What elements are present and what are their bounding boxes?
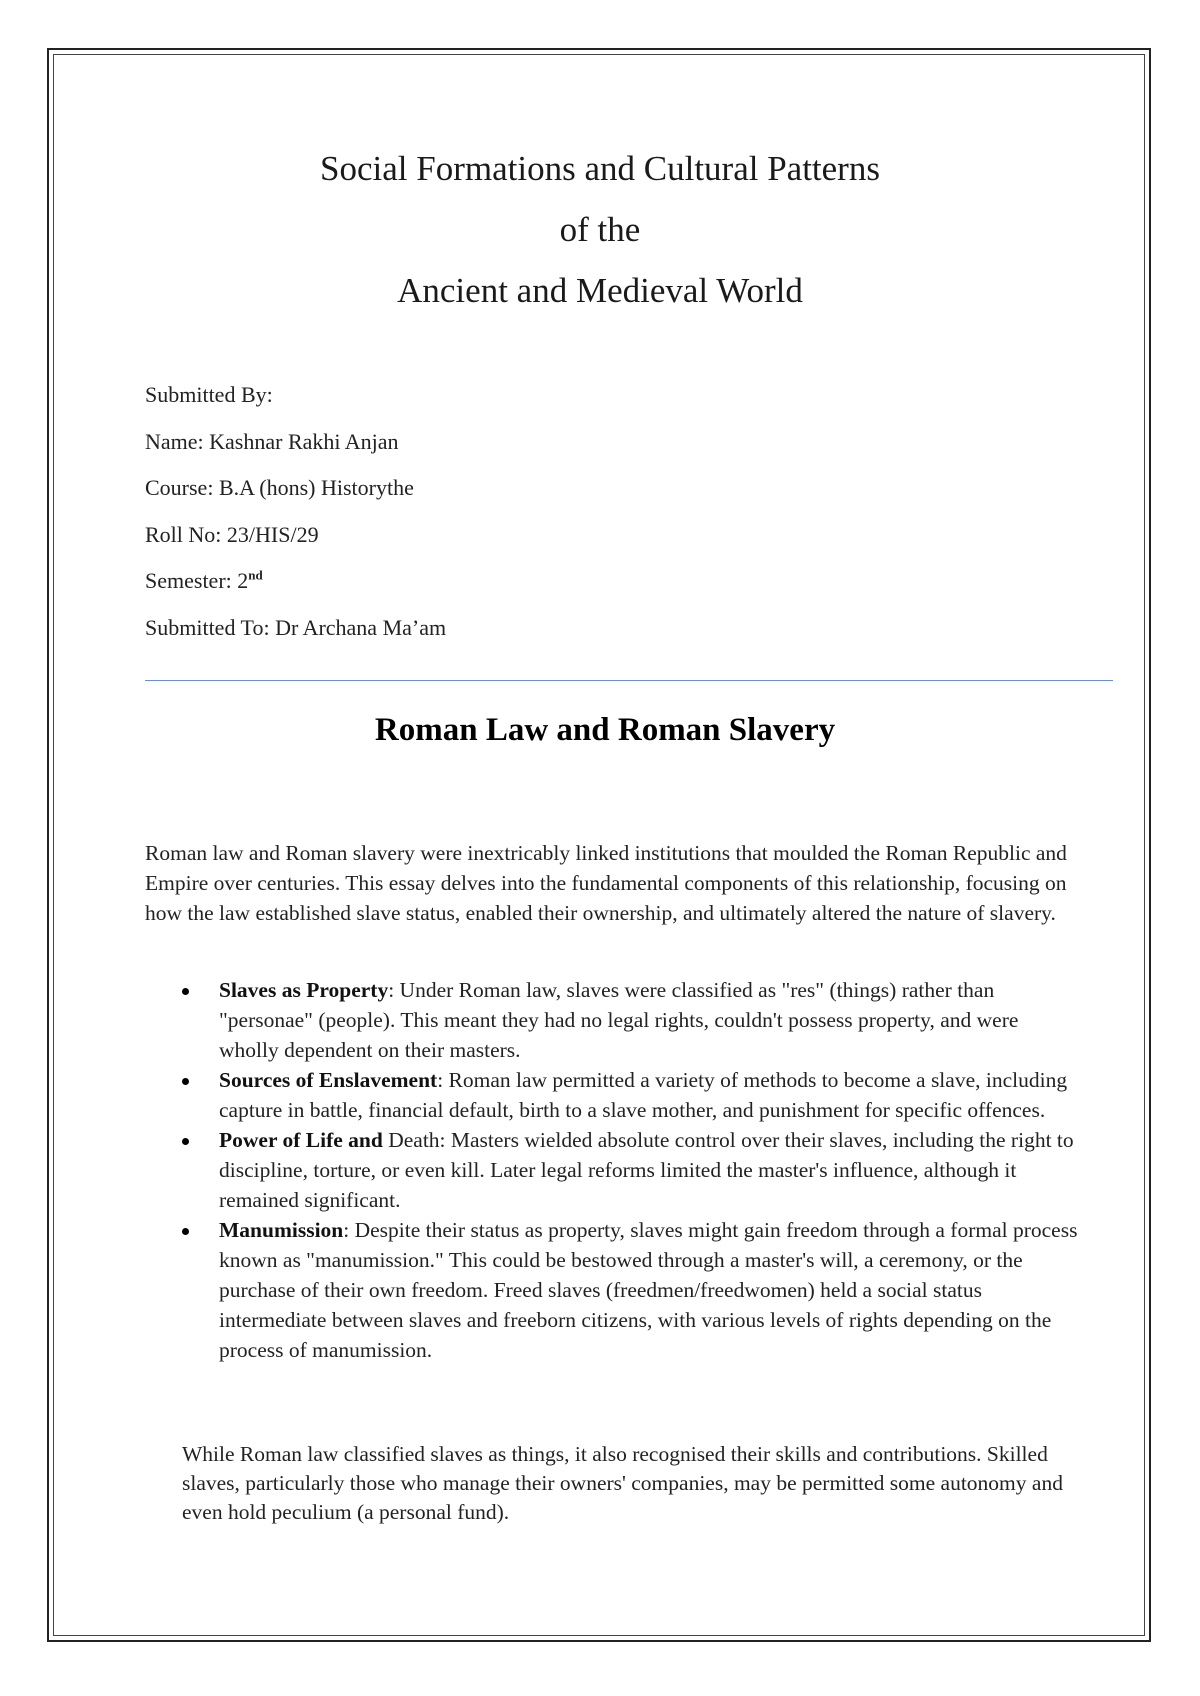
bullet-icon (182, 1078, 189, 1085)
bullet-text: Death: Masters wielded absolute control over their slaves, including the right to discipline, torture, or even kill. Later legal reforms limited the master's influence, although it remained significant. (219, 1128, 1074, 1212)
divider-line (145, 680, 1113, 681)
bullet-title: Sources of Enslavement (219, 1068, 438, 1092)
bullet-item-power-of-life-and-death (145, 1125, 1080, 1215)
semester (145, 558, 446, 605)
document-title (0, 138, 1200, 321)
bullet-list (145, 975, 1080, 1365)
semester-label: Semester: 2 (145, 568, 249, 593)
essay-heading: Roman Law and Roman Slavery (374, 712, 836, 748)
intro-paragraph: Roman law and Roman slavery were inextricably linked institutions that moulded the Roman Republic and Empire over centuries. This essay delves into the fundamental components of this relationship, focusing on how the law established slave status, enabled their ownership, and ultimately altered the nature of slavery. (145, 841, 1067, 925)
bullet-item-sources-of-enslavement (145, 1065, 1080, 1125)
title-line-3: Ancient and Medieval World (397, 271, 803, 310)
bullet-text: : Under Roman law, slaves were classified as "res" (things) rather than "personae" (people). This meant they had no legal rights, couldn't possess property, and were wholly dependent on their masters. (219, 978, 1019, 1062)
bullet-icon (182, 1138, 189, 1145)
bullet-text: : Despite their status as property, slaves might gain freedom through a formal process known as "manumission." This could be bestowed through a master's will, a ceremony, or the purchase of their own freedom. Freed slaves (freedmen/freedwomen) held a social status intermediate between slaves and freeborn citizens, with various levels of rights depending on the process of manumission. (219, 1218, 1078, 1362)
bullet-title: Manumission (219, 1218, 344, 1242)
closing-paragraph: While Roman law classified slaves as things, it also recognised their skills and contributions. Skilled slaves, particularly those who manage their owners' companies, may be permitted some autonomy and even hold peculium (a personal fund). (182, 1442, 1063, 1524)
bullet-item-manumission (145, 1215, 1080, 1365)
student-name: Name: Kashnar Rakhi Anjan (145, 428, 399, 454)
bullet-title: Power of Life and (219, 1128, 383, 1152)
submitted-to: Submitted To: Dr Archana Ma’am (145, 614, 447, 640)
semester-suffix: nd (248, 567, 263, 583)
bullet-title: Slaves as Property (219, 978, 389, 1002)
bullet-text: : Roman law permitted a variety of methods to become a slave, including capture in battle, financial default, birth to a slave mother, and punishment for specific offences. (219, 1068, 1068, 1122)
bullet-item-slaves-as-property (145, 975, 1080, 1065)
bullet-icon (182, 1228, 189, 1235)
course: Course: B.A (hons) Historythe (145, 475, 414, 500)
submitted-by-label: Submitted By: (145, 382, 273, 407)
title-line-1: Social Formations and Cultural Patterns (320, 149, 880, 188)
title-line-2: of the (559, 210, 641, 249)
submission-info (145, 372, 446, 651)
bullet-icon (182, 988, 189, 995)
roll-number: Roll No: 23/HIS/29 (145, 521, 319, 547)
